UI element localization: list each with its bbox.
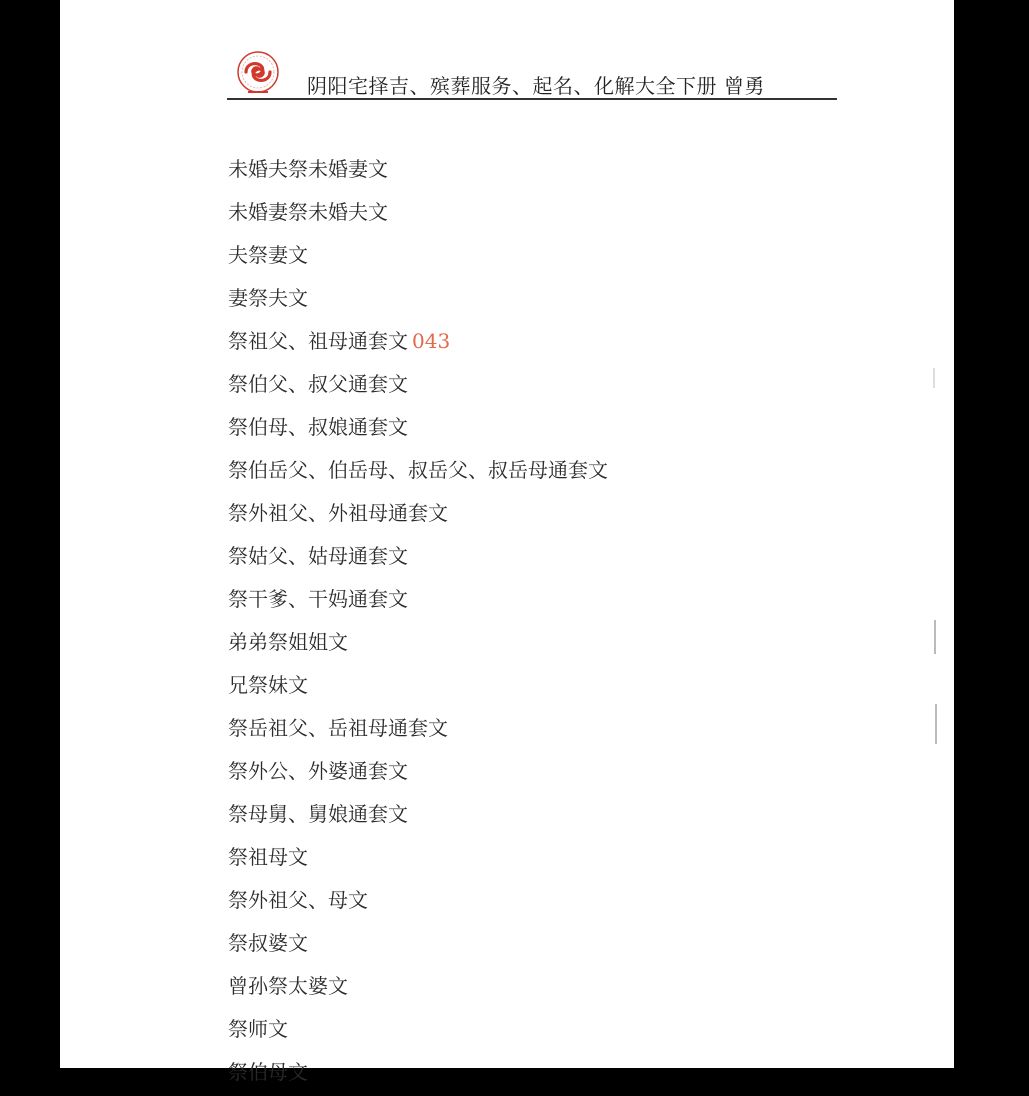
toc-entry-title: 祭伯母文 [228, 1060, 308, 1084]
toc-entry[interactable] [228, 1053, 608, 1096]
scan-artifact [935, 704, 937, 744]
toc-entry-title: 祭叔婆文 [228, 931, 308, 955]
toc-entry[interactable] [228, 967, 608, 1010]
toc-entry[interactable] [228, 193, 608, 236]
toc-entry-title: 夫祭妻文 [228, 243, 308, 267]
toc-entry[interactable] [228, 666, 608, 709]
toc-entry[interactable] [228, 838, 608, 881]
toc-entry-title: 妻祭夫文 [228, 286, 308, 310]
toc-entry-title: 弟弟祭姐姐文 [228, 630, 348, 654]
toc-entry[interactable] [228, 494, 608, 537]
toc-entry[interactable] [228, 924, 608, 967]
publisher-logo-icon [233, 50, 283, 96]
header-title: 阴阳宅择吉、殡葬服务、起名、化解大全下册 曾勇 [307, 74, 765, 98]
toc-entry-title: 祭干爹、干妈通套文 [228, 587, 408, 611]
toc-entry[interactable] [228, 408, 608, 451]
scan-artifact [934, 620, 936, 654]
scan-artifact [933, 368, 935, 388]
toc-entry-title: 曾孙祭太婆文 [228, 974, 348, 998]
toc-entry-title: 祭祖母文 [228, 845, 308, 869]
table-of-contents [228, 150, 608, 1096]
toc-entry[interactable] [228, 709, 608, 752]
toc-entry[interactable] [228, 881, 608, 924]
toc-entry[interactable] [228, 1010, 608, 1053]
header-rule [227, 98, 837, 100]
toc-entry-title: 祭祖父、祖母通套文 [228, 329, 408, 353]
toc-entry[interactable] [228, 623, 608, 666]
document-page [60, 0, 954, 1084]
toc-entry[interactable] [228, 451, 608, 494]
toc-entry-title: 未婚夫祭未婚妻文 [228, 157, 388, 181]
toc-entry[interactable] [228, 795, 608, 838]
toc-entry-title: 祭外祖父、母文 [228, 888, 368, 912]
toc-entry[interactable] [228, 580, 608, 623]
toc-entry-title: 祭外公、外婆通套文 [228, 759, 408, 783]
toc-entry-title: 祭岳祖父、岳祖母通套文 [228, 716, 448, 740]
toc-entry-title: 祭外祖父、外祖母通套文 [228, 501, 448, 525]
toc-entry-title: 祭师文 [228, 1017, 288, 1041]
toc-entry[interactable] [228, 365, 608, 408]
toc-entry[interactable] [228, 322, 608, 365]
toc-entry-title: 兄祭妹文 [228, 673, 308, 697]
toc-entry-title: 祭伯父、叔父通套文 [228, 372, 408, 396]
toc-entry[interactable] [228, 279, 608, 322]
page-header [227, 46, 837, 102]
toc-entry-title: 祭伯母、叔娘通套文 [228, 415, 408, 439]
toc-entry-title: 祭姑父、姑母通套文 [228, 544, 408, 568]
toc-entry-title: 未婚妻祭未婚夫文 [228, 200, 388, 224]
toc-entry-page-number: 043 [412, 329, 451, 353]
toc-entry[interactable] [228, 236, 608, 279]
toc-entry-title: 祭伯岳父、伯岳母、叔岳父、叔岳母通套文 [228, 458, 608, 482]
toc-entry[interactable] [228, 752, 608, 795]
toc-entry[interactable] [228, 537, 608, 580]
toc-entry-title: 祭母舅、舅娘通套文 [228, 802, 408, 826]
toc-entry[interactable] [228, 150, 608, 193]
